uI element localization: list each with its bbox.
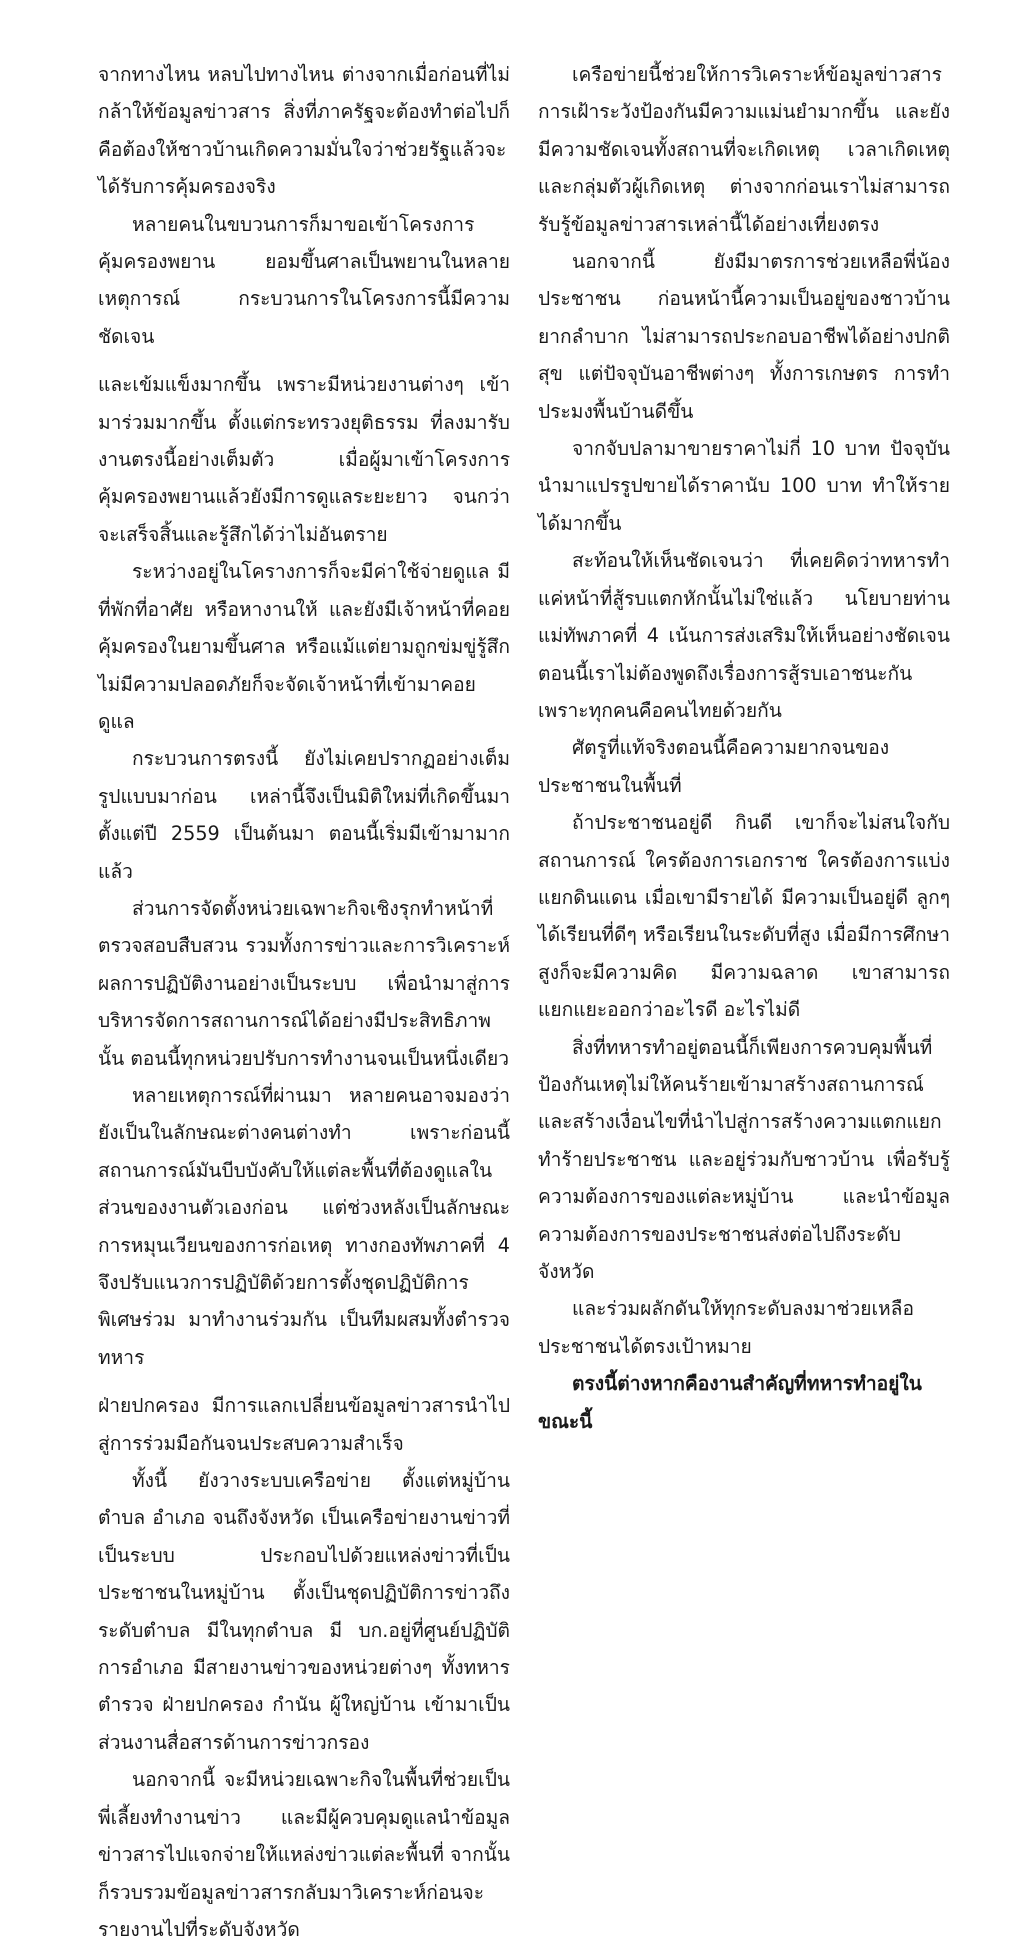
paragraph: หลายเหตุการณ์ที่ผ่านมา หลายคนอาจมองว่ายังเป็นในลักษณะต่างคนต่างทำ เพราะก่อนนี้สถานการณ์มันบีบบังคับให้แต่ละพื้นที่ต้องดูแลในส่วนของงานตัวเองก่อน แต่ช่วงหลังเป็นลักษณะการหมุนเวียนของการก่อเหตุ ทางกองทัพภาคที่ 4 จึงปรับแนวการปฏิบัติด้วยการตั้งชุดปฏิบัติการพิเศษร่วม มาทำงานร่วมกัน เป็นทีมผสมทั้งตำรวจ ทหาร [98,1083,510,1369]
paragraph: และร่วมผลักดันให้ทุกระดับลงมาช่วยเหลือประชาชนได้ตรงเป้าหมาย [538,1297,914,1358]
left-column [98,56,510,1948]
paragraph: และเข้มแข็งมากขึ้น เพราะมีหน่วยงานต่างๆ เข้ามาร่วมมากขึ้น ตั้งแต่กระทรวงยุติธรรม ที่ลงมารับงานตรงนี้อย่างเต็มตัว เมื่อผู้มาเข้าโครงการคุ้มครองพยานแล้วยังมีการดูแลระยะยาว จนกว่าจะเสร็จสิ้นและรู้สึกได้ว่าไม่อันตราย [98,373,510,546]
paragraph: ส่วนการจัดตั้งหน่วยเฉพาะกิจเชิงรุกทำหน้าที่ตรวจสอบสืบสวน รวมทั้งการข่าวและการวิเคราะห์ผลการปฏิบัติงานอย่างเป็นระบบ เพื่อนำมาสู่การบริหารจัดการสถานการณ์ได้อย่างมีประสิทธิภาพนั้น ตอนนี้ทุกหน่วยปรับการทำงานจนเป็นหนึ่งเดียว [98,896,510,1070]
paragraph: ถ้าประชาชนอยู่ดี กินดี เขาก็จะไม่สนใจกับสถานการณ์ ใครต้องการเอกราช ใครต้องการแบ่งแยกดินแดน เมื่อเขามีรายได้ มีความเป็นอยู่ดี ลูกๆ ได้เรียนที่ดีๆ หรือเรียนในระดับที่สูง เมื่อมีการศึกษาสูงก็จะมีความคิด มีความฉลาด เขาสามารถแยกแยะออกว่าอะไรดี อะไรไม่ดี [538,811,950,1022]
paragraph: เครือข่ายนี้ช่วยให้การวิเคราะห์ข้อมูลข่าวสารการเฝ้าระวังป้องกันมีความแม่นยำมากขึ้น และยังมีความชัดเจนทั้งสถานที่จะเกิดเหตุ เวลาเกิดเหตุ และกลุ่มตัวผู้เกิดเหตุ ต่างจากก่อนเราไม่สามารถรับรู้ข้อมูลข่าวสารเหล่านี้ได้อย่างเที่ยงตรง [538,63,950,236]
right-column [538,56,950,1440]
paragraph: สิ่งที่ทหารทำอยู่ตอนนี้ก็เพียงการควบคุมพื้นที่ ป้องกันเหตุไม่ให้คนร้ายเข้ามาสร้างสถานการณ์ และสร้างเงื่อนไขที่นำไปสู่การสร้างความแตกแยก ทำร้ายประชาชน และอยู่ร่วมกับชาวบ้าน เพื่อรับรู้ความต้องการของแต่ละหมู่บ้าน และนำข้อมูลความต้องการของประชาชนส่งต่อไปถึงระดับจังหวัด [538,1035,950,1283]
paragraph: นอกจากนี้ จะมีหน่วยเฉพาะกิจในพื้นที่ช่วยเป็นพี่เลี้ยงทำงานข่าว และมีผู้ควบคุมดูแลนำข้อมูลข่าวสารไปแจกจ่ายให้แหล่งข่าวแต่ละพื้นที่ จากนั้นก็รวบรวมข้อมูลข่าวสารกลับมาวิเคราะห์ก่อนจะรายงานไปที่ระดับจังหวัด [98,1768,510,1941]
paragraph: ทั้งนี้ ยังวางระบบเครือข่าย ตั้งแต่หมู่บ้าน ตำบล อำเภอ จนถึงจังหวัด เป็นเครือข่ายงานข่าวที่เป็นระบบ ประกอบไปด้วยแหล่งข่าวที่เป็นประชาชนในหมู่บ้าน ตั้งเป็นชุดปฏิบัติการข่าวถึงระดับตำบล มีในทุกตำบล มี บก.อยู่ที่ศูนย์ปฏิบัติการอำเภอ มีสายงานข่าวของหน่วยต่างๆ ทั้งทหาร ตำรวจ ฝ่ายปกครอง กำนัน ผู้ใหญ่บ้าน เข้ามาเป็นส่วนงานสื่อสารด้านการข่าวกรอง [98,1469,510,1754]
paragraph: จากจับปลามาขายราคาไม่กี่ 10 บาท ปัจจุบันนำมาแปรรูปขายได้ราคานับ 100 บาท ทำให้รายได้มากขึ้น [538,437,950,535]
paragraph: ฝ่ายปกครอง มีการแลกเปลี่ยนข้อมูลข่าวสารนำไปสู่การร่วมมือกันจนประสบความสำเร็จ [98,1394,510,1455]
paragraph: หลายคนในขบวนการก็มาขอเข้าโครงการคุ้มครองพยาน ยอมขึ้นศาลเป็นพยานในหลายเหตุการณ์ กระบวนการในโครงการนี้มีความชัดเจน [98,212,510,348]
paragraph: กระบวนการตรงนี้ ยังไม่เคยปรากฏอย่างเต็มรูปแบบมาก่อน เหล่านี้จึงเป็นมิติใหม่ที่เกิดขึ้นมาตั้งแต่ปี 2559 เป็นต้นมา ตอนนี้เริ่มมีเข้ามามากแล้ว [98,747,510,883]
paragraph: ศัตรูที่แท้จริงตอนนี้คือความยากจนของประชาชนในพื้นที่ [538,736,890,797]
paragraph: สะท้อนให้เห็นชัดเจนว่า ที่เคยคิดว่าทหารทำแค่หน้าที่สู้รบแตกหักนั้นไม่ใช่แล้ว นโยบายท่านแม่ทัพภาคที่ 4 เน้นการส่งเสริมให้เห็นอย่างชัดเจน ตอนนี้เราไม่ต้องพูดถึงเรื่องการสู้รบเอาชนะกัน เพราะทุกคนคือคนไทยด้วยกัน [538,549,950,722]
paragraph: นอกจากนี้ ยังมีมาตรการช่วยเหลือพี่น้องประชาชน ก่อนหน้านี้ความเป็นอยู่ของชาวบ้านยากลำบาก ไม่สามารถประกอบอาชีพได้อย่างปกติสุข แต่ปัจจุบันอาชีพต่างๆ ทั้งการเกษตร การทำประมงพื้นบ้านดีขึ้น [538,250,950,423]
paragraph: จากทางไหน หลบไปทางไหน ต่างจากเมื่อก่อนที่ไม่กล้าให้ข้อมูลข่าวสาร สิ่งที่ภาครัฐจะต้องทำต่อไปก็คือต้องให้ชาวบ้านเกิดความมั่นใจว่าช่วยรัฐแล้วจะได้รับการคุ้มครองจริง [98,63,510,199]
closing-statement: ตรงนี้ต่างหากคืองานสำคัญที่ทหารทำอยู่ในขณะนี้ [538,1372,922,1433]
paragraph: ระหว่างอยู่ในโครางการก็จะมีค่าใช้จ่ายดูแล มีที่พักที่อาศัย หรือหางานให้ และยังมีเจ้าหน้าที่คอยคุ้มครองในยามขึ้นศาล หรือแม้แต่ยามถูกข่มขู่รู้สึกไม่มีความปลอดภัยก็จะจัดเจ้าหน้าที่เข้ามาคอยดูแล [98,560,510,733]
